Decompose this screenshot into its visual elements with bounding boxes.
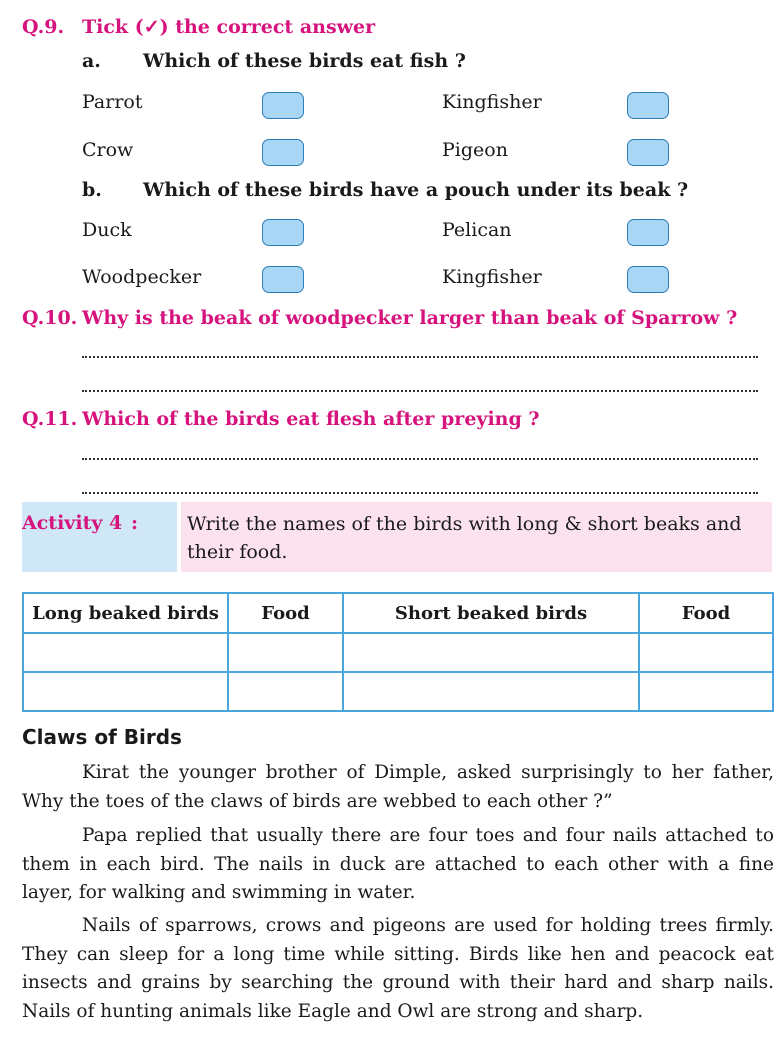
- q9a-checkbox-crow[interactable]: [262, 139, 304, 166]
- section-title-claws: Claws of Birds: [22, 725, 182, 749]
- table-cell[interactable]: [228, 633, 343, 672]
- q9a-option-pigeon: Pigeon: [442, 139, 508, 161]
- beaks-table: [22, 592, 774, 712]
- q11-answer-line-2[interactable]: [82, 492, 758, 494]
- q9a-checkbox-kingfisher[interactable]: [627, 92, 669, 119]
- q10-number: Q.10.: [22, 307, 78, 329]
- claws-paragraph-1: Kirat the younger brother of Dimple, asked surprisingly to her father, Why the toes of the claws of birds are webbed to each other ?”: [22, 762, 774, 812]
- q9a-option-crow: Crow: [82, 139, 134, 161]
- header-long-beaked-birds: Long beaked birds: [23, 593, 228, 633]
- table-row: [23, 672, 773, 711]
- q9b-checkbox-pelican[interactable]: [627, 219, 669, 246]
- q10-answer-line-1[interactable]: [82, 356, 758, 358]
- q9b-option-kingfisher: Kingfisher: [442, 266, 542, 288]
- claws-paragraph-3: Nails of sparrows, crows and pigeons are used for holding trees firmly. They can sleep for a long time while sitting. Birds like hen and peacock eat insects and grains by searching the ground with their hard and sharp nails. Nails of hunting animals like Eagle and Owl are strong and sharp.: [22, 915, 774, 1022]
- table-cell[interactable]: [23, 633, 228, 672]
- q10-question: Why is the beak of woodpecker larger than beak of Sparrow ?: [82, 307, 738, 329]
- activity-label: Activity 4: [22, 512, 123, 534]
- q9a-letter: a.: [82, 50, 101, 72]
- q11-number: Q.11.: [22, 408, 78, 430]
- table-cell[interactable]: [228, 672, 343, 711]
- q9b-option-duck: Duck: [82, 219, 132, 241]
- q9a-checkbox-parrot[interactable]: [262, 92, 304, 119]
- q9b-checkbox-kingfisher[interactable]: [627, 266, 669, 293]
- q9a-option-kingfisher: Kingfisher: [442, 91, 542, 113]
- table-cell[interactable]: [23, 672, 228, 711]
- activity-text-line-1: Write the names of the birds with long & short beaks and: [187, 513, 742, 535]
- q11-answer-line-1[interactable]: [82, 458, 758, 460]
- q9a-question: Which of these birds eat fish ?: [143, 50, 466, 72]
- q9a-checkbox-pigeon[interactable]: [627, 139, 669, 166]
- q9b-question: Which of these birds have a pouch under its beak ?: [143, 179, 689, 201]
- q9-number: Q.9.: [22, 16, 65, 38]
- q9b-option-woodpecker: Woodpecker: [82, 266, 202, 288]
- header-short-beaked-birds: Short beaked birds: [343, 593, 639, 633]
- table-cell[interactable]: [639, 672, 773, 711]
- q9b-letter: b.: [82, 179, 102, 201]
- activity-text-line-2: their food.: [187, 541, 288, 563]
- header-food-2: Food: [639, 593, 773, 633]
- table-row: [23, 633, 773, 672]
- table-cell[interactable]: [343, 633, 639, 672]
- q9b-option-pelican: Pelican: [442, 219, 512, 241]
- q9-title: Tick (✓) the correct answer: [82, 16, 376, 38]
- q9b-checkbox-duck[interactable]: [262, 219, 304, 246]
- q9a-option-parrot: Parrot: [82, 91, 143, 113]
- header-food-1: Food: [228, 593, 343, 633]
- q11-question: Which of the birds eat flesh after preying ?: [82, 408, 540, 430]
- activity-instruction-panel: [181, 502, 772, 572]
- claws-paragraph-2: Papa replied that usually there are four toes and four nails attached to them in each bird. The nails in duck are attached to each other with a fine layer, for walking and swimming in water.: [22, 825, 774, 903]
- q9b-checkbox-woodpecker[interactable]: [262, 266, 304, 293]
- q10-answer-line-2[interactable]: [82, 390, 758, 392]
- table-cell[interactable]: [639, 633, 773, 672]
- activity-label-panel: [22, 502, 177, 572]
- table-header-row: [23, 593, 773, 633]
- table-cell[interactable]: [343, 672, 639, 711]
- activity-colon: :: [131, 512, 139, 534]
